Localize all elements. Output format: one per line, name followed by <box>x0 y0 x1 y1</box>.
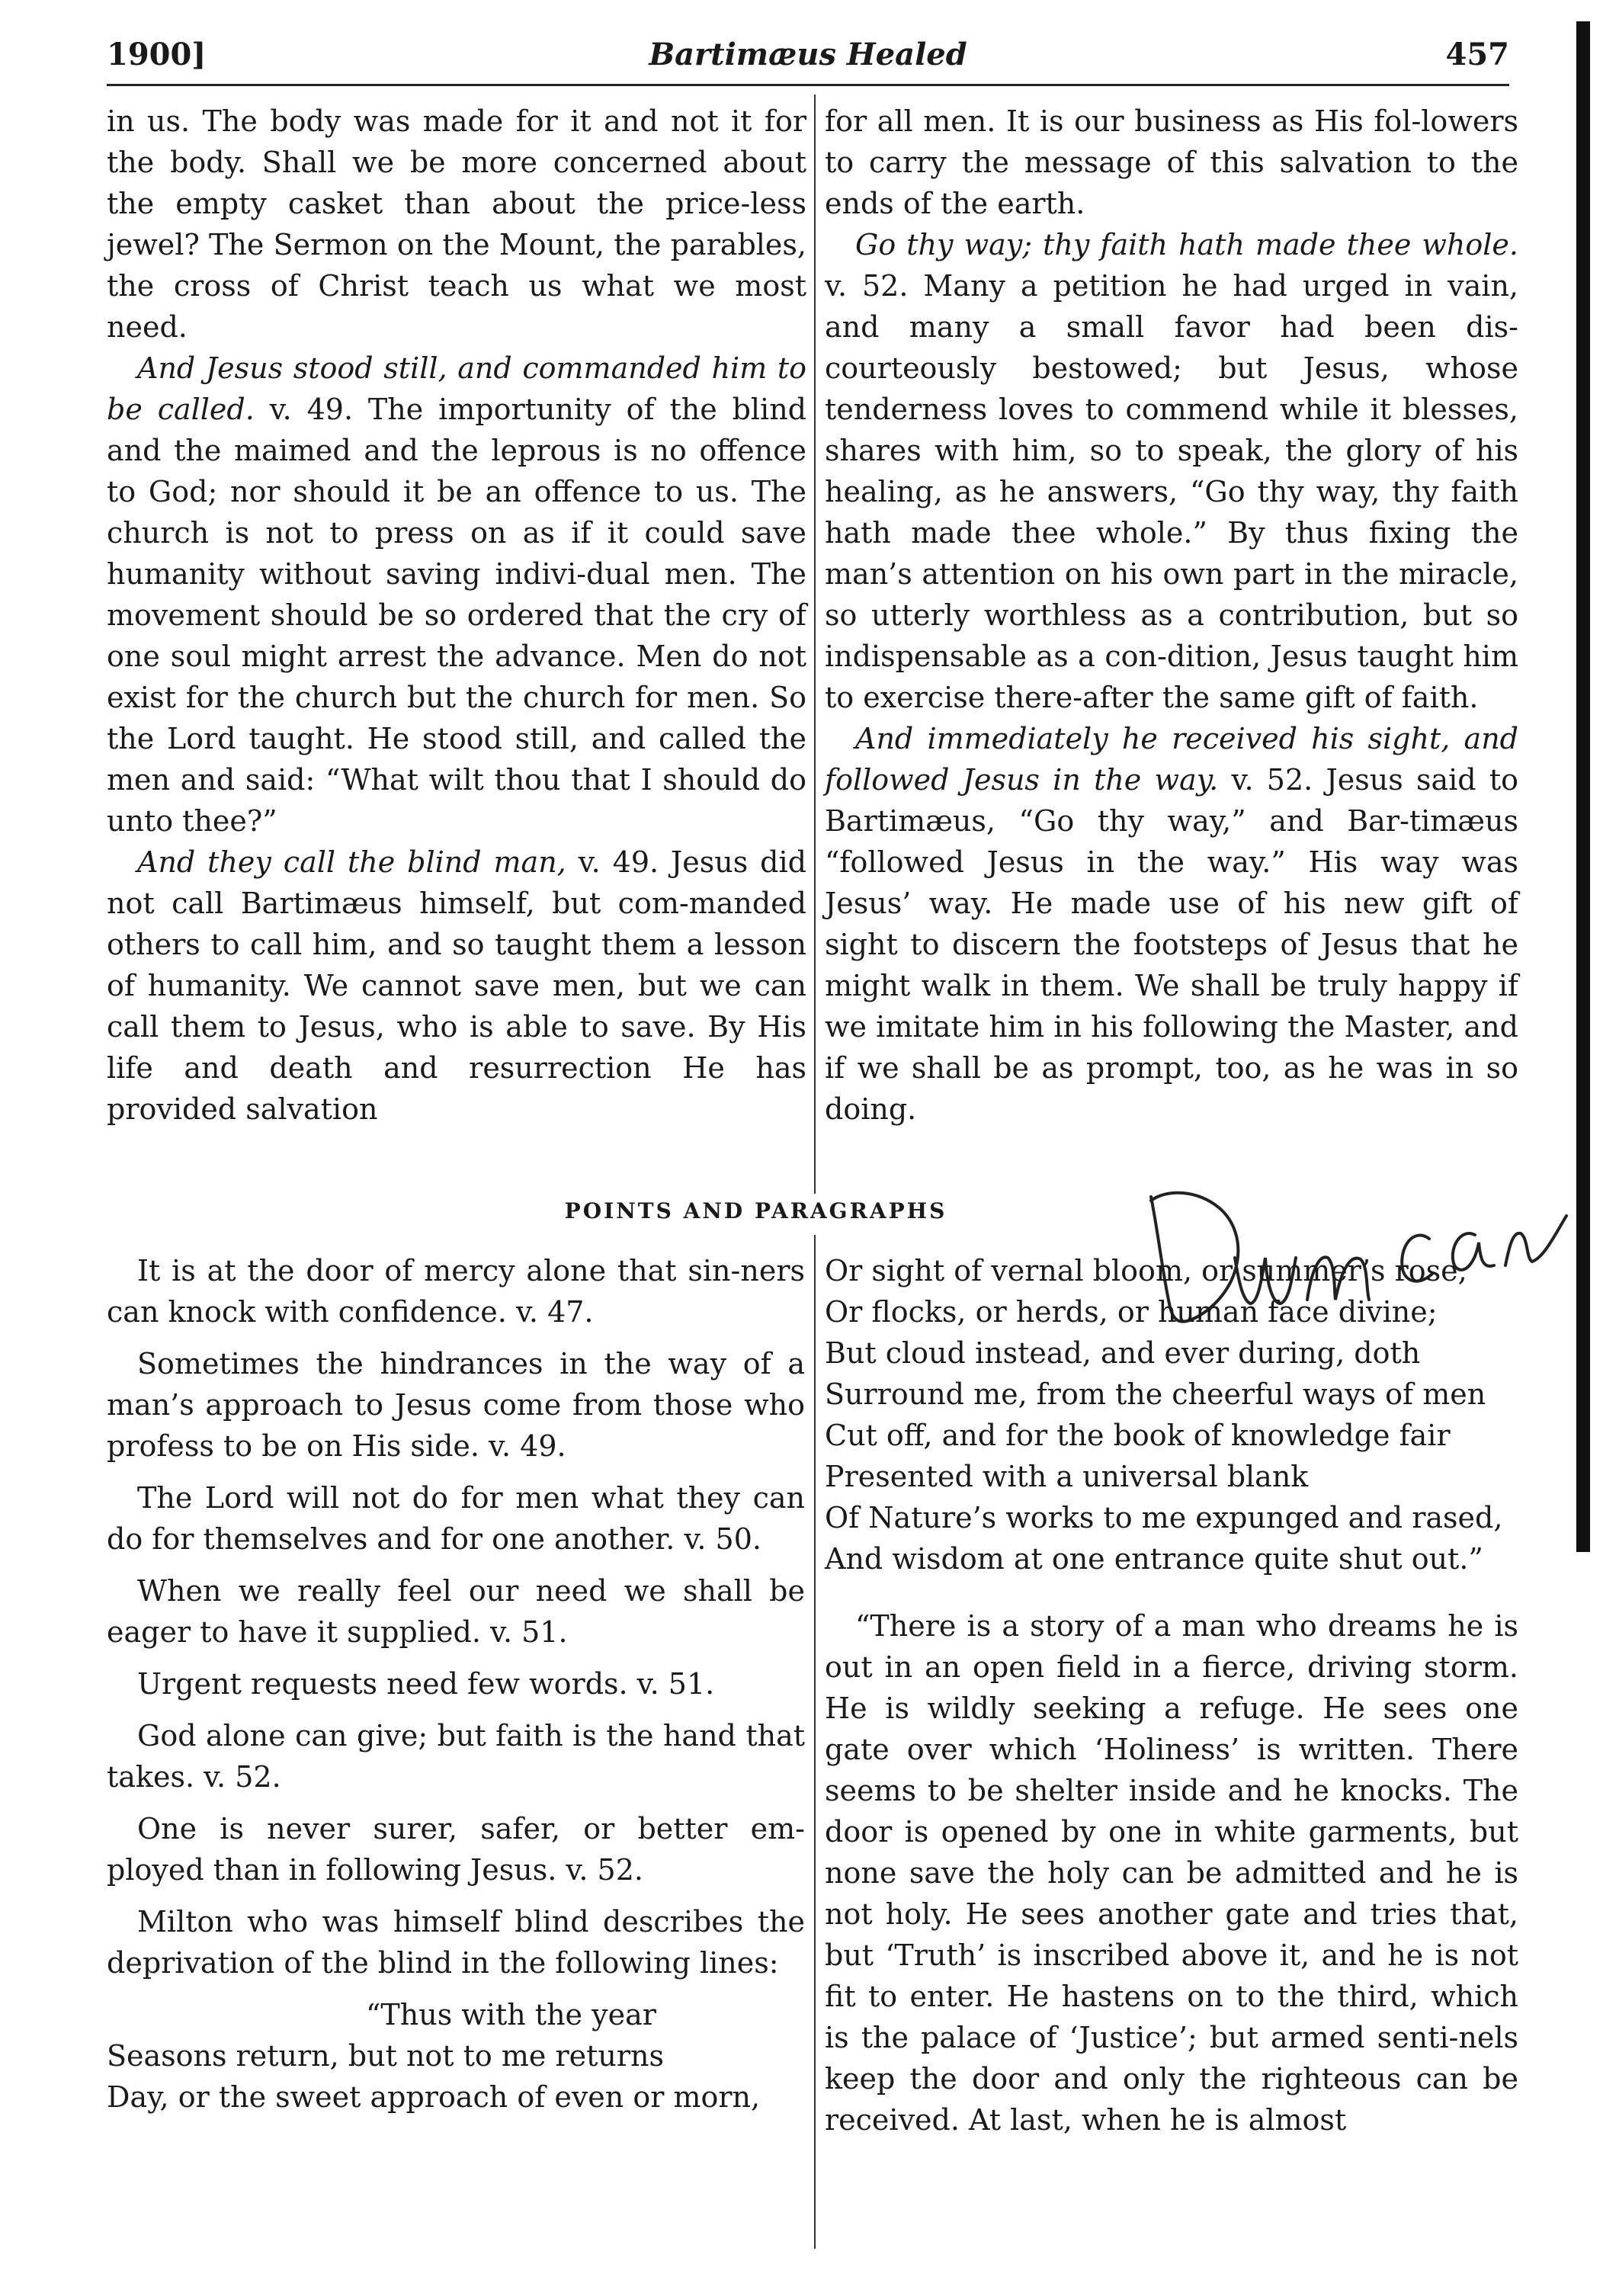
paragraph <box>825 718 1518 1130</box>
scripture-quote: Go thy way; thy faith hath made thee whole. <box>855 228 1518 261</box>
column-top-right <box>825 101 1518 1130</box>
column-divider <box>814 95 816 1194</box>
poem-line: Presented with a universal blank <box>825 1460 1309 1493</box>
running-header <box>107 37 1509 84</box>
commentary-text: v. 52. Jesus said to Bartimæus, “Go thy way,” and Bar-timæus “followed Jesus in the way.” His way was Jesus’ way. He made use of his new gift of sight to discern the footsteps of Jesus that he might walk in them. We shall be truly happy if we imitate him in his following the Master, and if we shall be as prompt, too, as he was in so doing. <box>825 763 1518 1126</box>
header-title: Bartimæus Healed <box>649 37 967 72</box>
column-bottom-right <box>825 1250 1518 2140</box>
point-item: One is never surer, safer, or better em-ployed than in following Jesus. v. 52. <box>107 1812 805 1887</box>
point-item: The Lord will not do for men what they can do for themselves and for one another. v. 50. <box>107 1481 805 1556</box>
section-heading-text: POINTS AND PARAGRAPHS <box>564 1198 947 1223</box>
commentary-text: v. 49. Jesus did not call Bartimæus himself, but com-manded others to call him, and so taught them a lesson of humanity. We cannot save men, but we can call them to Jesus, who is able to save. By His life and death and resurrection He has provided salvation <box>107 845 806 1126</box>
scripture-quote: And immediately he received his sight, and followed Jesus in the way. <box>825 722 1518 797</box>
point-item: God alone can give; but faith is the hand that takes. v. 52. <box>107 1719 805 1794</box>
paragraph <box>107 842 806 1130</box>
poem-line: But cloud instead, and ever during, doth <box>825 1336 1421 1370</box>
point-item: Sometimes the hindrances in the way of a man’s approach to Jesus come from those who profess to be on His side. v. 49. <box>107 1347 805 1463</box>
header-rule <box>107 84 1509 86</box>
poem-line: Or sight of vernal bloom, or summer’s rose, <box>825 1254 1467 1287</box>
paragraph <box>107 348 806 842</box>
poem-line: Seasons return, but not to me returns <box>107 2039 665 2073</box>
poem-line: “Thus with the year <box>366 1998 656 2031</box>
scripture-quote: And Jesus stood still, and commanded him to be called. <box>107 351 806 426</box>
poem-line: And wisdom at one entrance quite shut out.” <box>825 1542 1483 1576</box>
commentary-text: v. 49. The importunity of the blind and the maimed and the leprous is no offence to God; nor should it be an offence to us. The church is not to press on as if it could save humanity without saving indivi-dual men. The movement should be so ordered that the cry of one soul might arrest the advance. Men do not exist for the church but the church for men. So the Lord taught. He stood still, and called the men and said: “What wilt thou that I should do unto thee?” <box>107 393 806 838</box>
poem-line: Cut off, and for the book of knowledge fair <box>825 1419 1451 1452</box>
point-item: Urgent requests need few words. v. 51. <box>137 1667 715 1701</box>
commentary-text: v. 52. Many a petition he had urged in vain, and many a small favor had been dis-courteously bestowed; but Jesus, whose tenderness loves to commend while it blesses, shares with him, so to speak, the glory of his healing, as he answers, “Go thy way, thy faith hath made thee whole.” By thus fixing the man’s attention on his own part in the miracle, so utterly worthless as a contribution, but so indispensable as a con-dition, Jesus taught him to exercise there-after the same gift of faith. <box>825 269 1518 714</box>
poem-line: Or flocks, or herds, or human face divine; <box>825 1295 1438 1329</box>
poem-line: Of Nature’s works to me expunged and rased, <box>825 1501 1503 1534</box>
scripture-quote: And they call the blind man, <box>137 845 566 879</box>
page-number: 457 <box>1445 37 1509 72</box>
point-item: When we really feel our need we shall be eager to have it supplied. v. 51. <box>107 1574 805 1649</box>
poem-line: Day, or the sweet approach of even or morn, <box>107 2080 761 2114</box>
story-paragraph: “There is a story of a man who dreams he is out in an open field in a fierce, driving storm. He is wildly seeking a refuge. He sees one gate over which ‘Holiness’ is written. There seems to be shelter inside and he knocks. The door is opened by one in white garments, but none save the holy can be admitted and he is not holy. He sees another gate and tries that, but ‘Truth’ is inscribed above it, and he is not fit to enter. He hastens on to the third, which is the palace of ‘Justice’; but armed senti-nels keep the door and only the righteous can be received. At last, when he is almost <box>825 1609 1518 2137</box>
paragraph: in us. The body was made for it and not it for the body. Shall we be more concerned about the empty casket than about the price-less jewel? The Sermon on the Mount, the parables, the cross of Christ teach us what we most need. <box>107 104 806 344</box>
paragraph: for all men. It is our business as His fol-lowers to carry the message of this salvation to the ends of the earth. <box>825 104 1518 220</box>
column-divider <box>814 1235 816 2249</box>
column-top-left <box>107 101 806 1130</box>
point-item: Milton who was himself blind describes the deprivation of the blind in the following lines: <box>107 1905 805 1980</box>
paragraph <box>825 224 1518 718</box>
column-bottom-left <box>107 1250 805 2118</box>
header-year: 1900] <box>107 37 207 72</box>
poem-line: Surround me, from the cheerful ways of men <box>825 1377 1486 1411</box>
point-item: It is at the door of mercy alone that sin-ners can knock with confidence. v. 47. <box>107 1254 805 1329</box>
